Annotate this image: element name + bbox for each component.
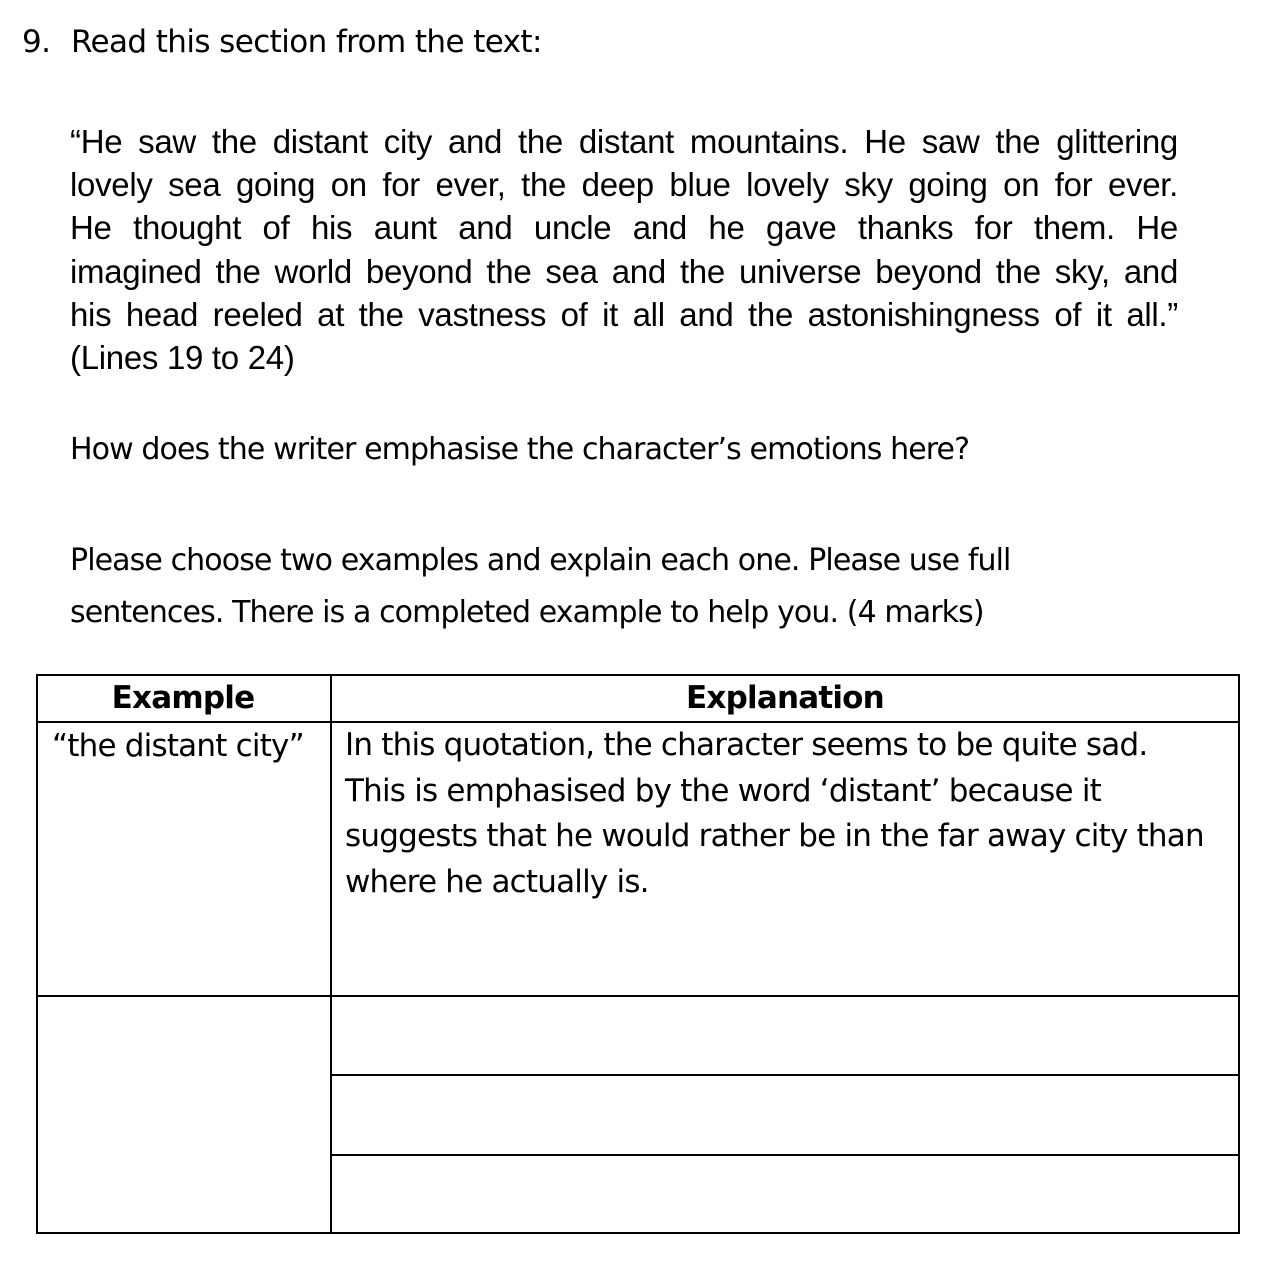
text-extract [70,120,1178,379]
explanation-line: In this quotation, the character seems to be quite sad. [345,727,1148,763]
instruction-line: sentences. There is a completed example to help you. (4 marks) [70,595,984,630]
question-prompt: How does the writer emphasise the character’s emotions here? [70,432,970,467]
answer-table [36,674,1240,1234]
answer-example-cell[interactable] [38,997,330,1232]
answer-explanation-line-2[interactable] [332,1076,1238,1154]
explanation-line: This is emphasised by the word ‘distant’ because it [345,772,1102,809]
column-header-explanation: Explanation [686,680,884,716]
extract-line-reference: (Lines 19 to 24) [70,338,295,376]
instruction-line: Please choose two examples and explain each one. Please use full [70,543,1011,578]
extract-line: “He saw the distant city and the distant mountains. He saw the glittering [70,123,1178,160]
explanation-line: where he actually is. [345,863,649,900]
extract-line: lovely sea going on for ever, the deep blue lovely sky going on for ever. [70,166,1178,204]
extract-line: imagined the world beyond the sea and the universe beyond the sky, and [70,252,1178,290]
example-cell: “the distant city” [52,728,304,764]
table-border-bottom [36,1232,1240,1234]
table-border-right [1238,674,1240,1234]
question-instructions [70,535,1100,639]
explanation-line: suggests that he would rather be in the far away city than [345,818,1204,854]
column-header-example: Example [111,680,255,716]
answer-explanation-line-3[interactable] [332,1156,1238,1232]
extract-line: He thought of his aunt and uncle and he gave thanks for them. He [70,209,1178,247]
extract-line: his head reeled at the vastness of it all and the astonishingness of it all.” [70,295,1178,333]
explanation-cell [345,723,1235,905]
answer-explanation-line-1[interactable] [332,997,1238,1074]
question-number: 9. [22,24,51,60]
question-title: Read this section from the text: [71,24,542,60]
